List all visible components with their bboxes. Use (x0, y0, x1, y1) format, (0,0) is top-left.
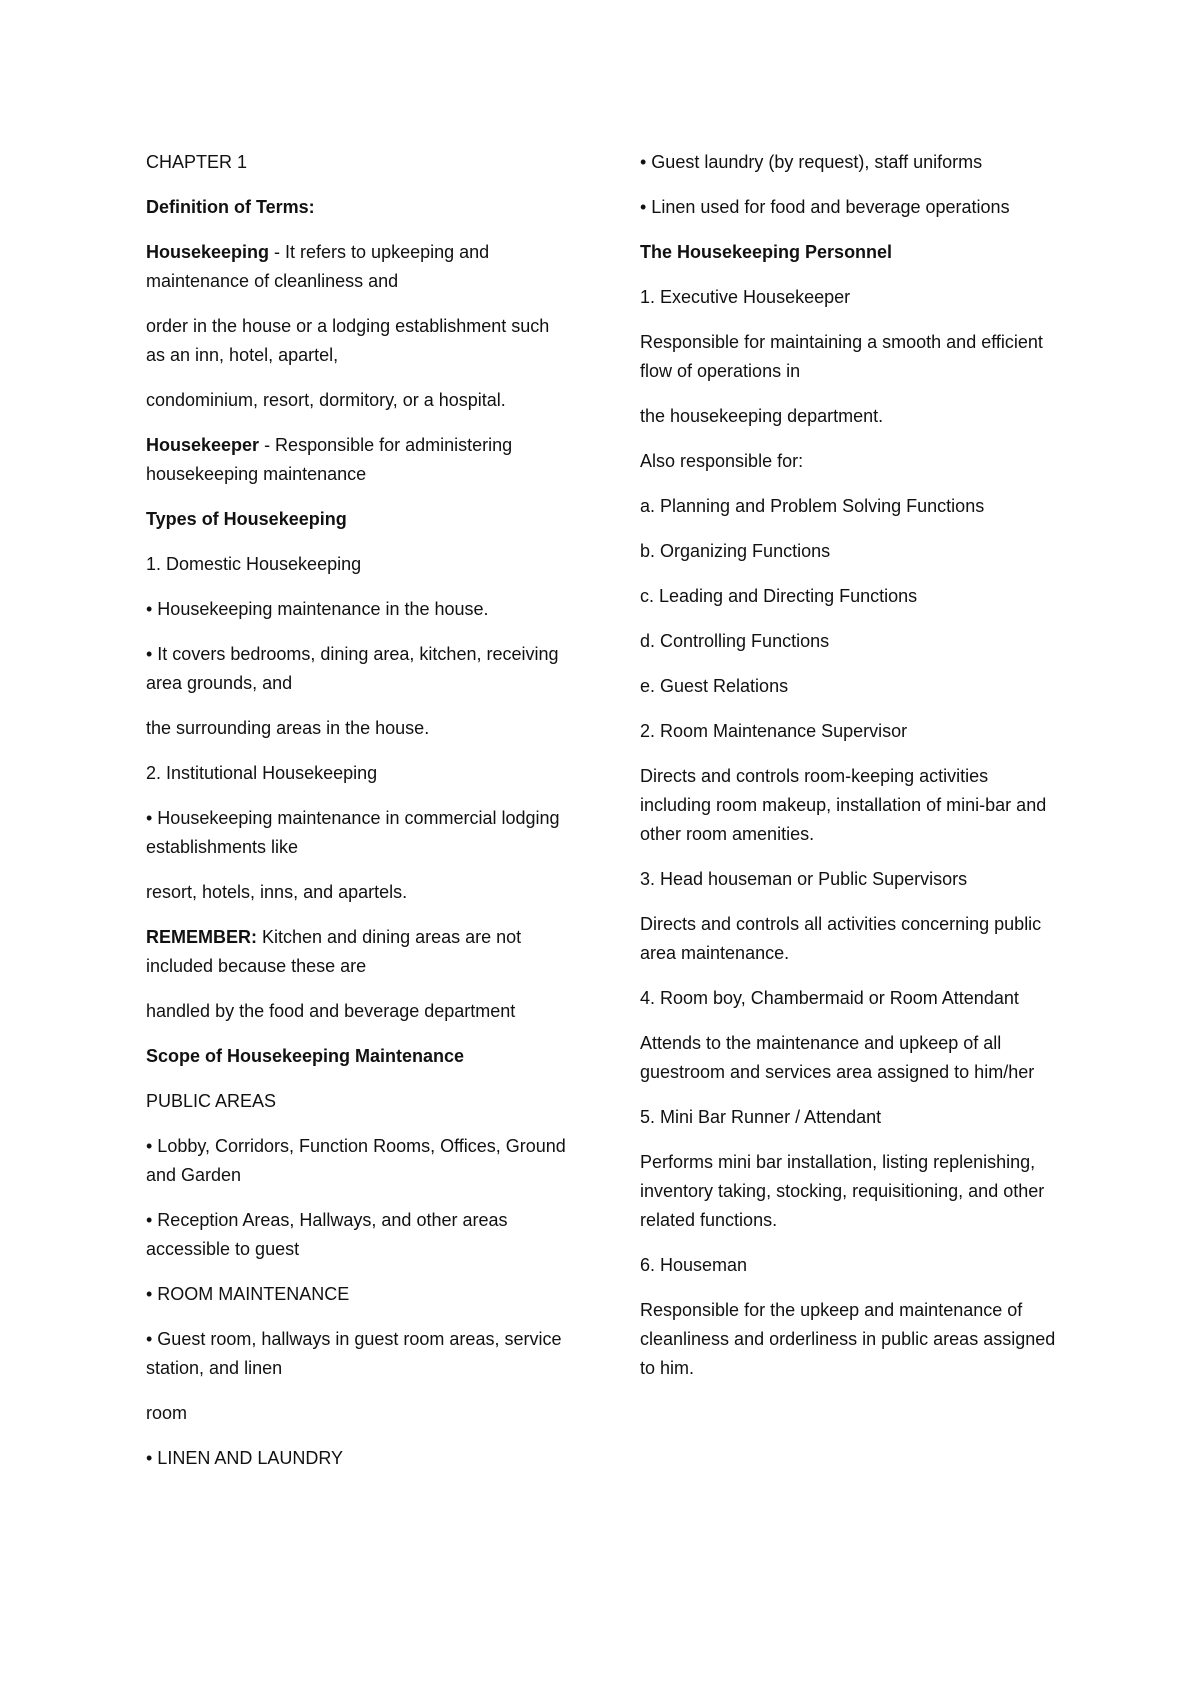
left-column-paragraph: • Lobby, Corridors, Function Rooms, Offices, Ground and Garden (146, 1136, 566, 1185)
left-column-paragraph: • ROOM MAINTENANCE (146, 1284, 350, 1304)
right-column (640, 148, 1060, 1399)
right-column-paragraph: b. Organizing Functions (640, 541, 831, 561)
left-column-paragraph (146, 923, 566, 981)
right-column-paragraph: e. Guest Relations (640, 676, 789, 696)
term-label: REMEMBER: (146, 927, 257, 947)
left-column-paragraph: handled by the food and beverage department (146, 1001, 516, 1021)
right-column-paragraph: 6. Houseman (640, 1255, 748, 1275)
left-column-paragraph: PUBLIC AREAS (146, 1091, 277, 1111)
right-column-paragraph: Attends to the maintenance and upkeep of all guestroom and services area assigned to him/her (640, 1033, 1035, 1082)
left-column-paragraph: resort, hotels, inns, and apartels. (146, 882, 408, 902)
left-column-paragraph: room (146, 1403, 188, 1423)
right-column-paragraph: Directs and controls all activities concerning public area maintenance. (640, 914, 1042, 963)
right-column-paragraph: a. Planning and Problem Solving Functions (640, 496, 985, 516)
right-column-paragraph: the housekeeping department. (640, 406, 884, 426)
left-column-paragraph: • Guest room, hallways in guest room areas, service station, and linen (146, 1329, 562, 1378)
left-column-paragraph: • Housekeeping maintenance in the house. (146, 599, 489, 619)
left-column-paragraph (146, 238, 566, 296)
left-column-paragraph (146, 431, 566, 489)
left-column-paragraph: order in the house or a lodging establishment such as an inn, hotel, apartel, (146, 316, 550, 365)
right-column-paragraph: 2. Room Maintenance Supervisor (640, 721, 908, 741)
right-column-paragraph: c. Leading and Directing Functions (640, 586, 918, 606)
left-column-paragraph: 2. Institutional Housekeeping (146, 763, 378, 783)
right-column-paragraph: Directs and controls room-keeping activities including room makeup, installation of mini-bar and other room amenities. (640, 766, 1047, 844)
right-column-paragraph: Also responsible for: (640, 451, 804, 471)
right-column-paragraph: The Housekeeping Personnel (640, 242, 893, 262)
left-column-paragraph: Scope of Housekeeping Maintenance (146, 1046, 465, 1066)
left-column-paragraph: • It covers bedrooms, dining area, kitchen, receiving area grounds, and (146, 644, 559, 693)
term-label: Housekeeping (146, 242, 270, 262)
right-column-paragraph: Responsible for the upkeep and maintenance of cleanliness and orderliness in public areas assigned to him. (640, 1300, 1056, 1378)
left-column-paragraph: the surrounding areas in the house. (146, 718, 430, 738)
term-definition: - Responsible for administering housekeeping maintenance (146, 435, 513, 484)
right-column-paragraph: 3. Head houseman or Public Supervisors (640, 869, 968, 889)
left-column-paragraph: CHAPTER 1 (146, 152, 248, 172)
left-column-paragraph: Types of Housekeeping (146, 509, 347, 529)
left-column-paragraph: condominium, resort, dormitory, or a hospital. (146, 390, 506, 410)
right-column-paragraph: 1. Executive Housekeeper (640, 287, 851, 307)
left-column-paragraph: 1. Domestic Housekeeping (146, 554, 362, 574)
right-column-paragraph: Responsible for maintaining a smooth and efficient flow of operations in (640, 332, 1043, 381)
right-column-paragraph: 5. Mini Bar Runner / Attendant (640, 1107, 882, 1127)
term-label: Housekeeper (146, 435, 260, 455)
right-column-paragraph: • Guest laundry (by request), staff uniforms (640, 152, 983, 172)
left-column-paragraph: • Housekeeping maintenance in commercial lodging establishments like (146, 808, 560, 857)
right-column-paragraph: 4. Room boy, Chambermaid or Room Attendant (640, 988, 1019, 1008)
left-column-paragraph: Definition of Terms: (146, 197, 315, 217)
right-column-paragraph: Performs mini bar installation, listing replenishing, inventory taking, stocking, requisitioning, and other related functions. (640, 1152, 1045, 1230)
left-column-paragraph: • LINEN AND LAUNDRY (146, 1448, 344, 1468)
left-column (146, 148, 566, 1489)
term-definition: - It refers to upkeeping and maintenance of cleanliness and (146, 242, 490, 291)
term-definition: Kitchen and dining areas are not included because these are (146, 927, 522, 976)
right-column-paragraph: • Linen used for food and beverage operations (640, 197, 1010, 217)
right-column-paragraph: d. Controlling Functions (640, 631, 830, 651)
left-column-paragraph: • Reception Areas, Hallways, and other areas accessible to guest (146, 1210, 508, 1259)
